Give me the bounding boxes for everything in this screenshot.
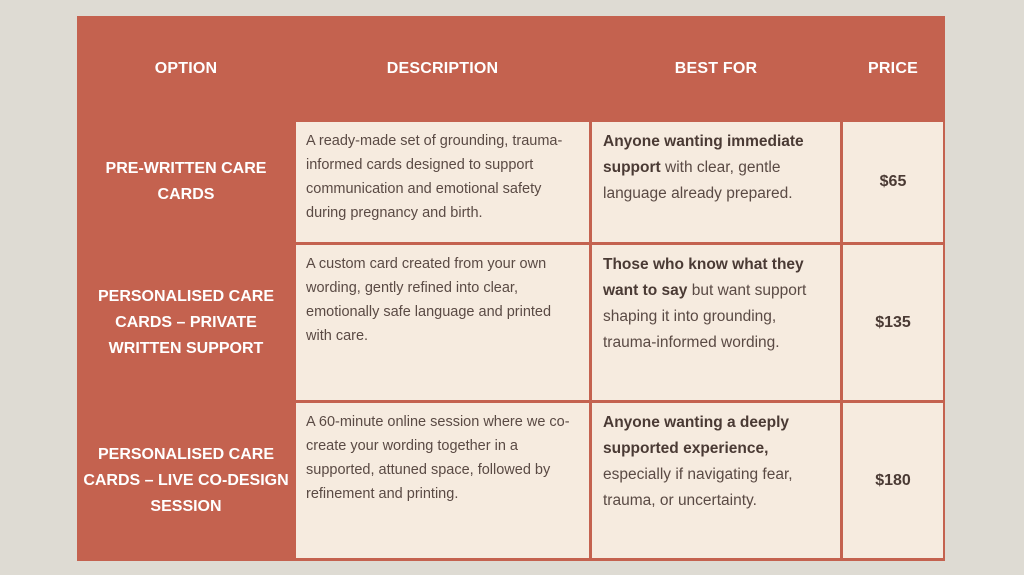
option-name: PRE-WRITTEN CARE CARDS — [105, 160, 267, 203]
table-header-row — [77, 16, 945, 121]
table-row — [77, 245, 945, 400]
option-price: $180 — [843, 403, 943, 558]
best-for-text: especially if navigating fear, trauma, or uncertainty. — [603, 466, 793, 509]
option-description: A ready-made set of grounding, trauma-informed cards designed to support communication and emotional safety during pregnancy and birth. — [296, 122, 589, 242]
option-name: PERSONALISED CARE CARDS – PRIVATE WRITTEN SUPPORT — [97, 287, 275, 357]
option-best-for — [592, 122, 840, 242]
option-description: A 60-minute online session where we co-create your wording together in a supported, attuned space, followed by refinement and printing. — [296, 403, 589, 558]
header-description: DESCRIPTION — [386, 59, 499, 77]
option-best-for — [592, 245, 840, 400]
best-for-highlight: Anyone wanting immediate support — [603, 133, 804, 176]
best-for-highlight: Those who know what they want to say — [603, 256, 804, 299]
option-name: PERSONALISED CARE CARDS – LIVE CO-DESIGN SESSION — [83, 445, 289, 515]
header-price: PRICE — [868, 59, 918, 77]
option-best-for — [592, 403, 840, 558]
header-best-for: BEST FOR — [674, 59, 758, 77]
header-option: OPTION — [154, 59, 218, 77]
option-description: A custom card created from your own wording, gently refined into clear, emotionally safe language and printed with care. — [296, 245, 589, 400]
option-price: $135 — [843, 245, 943, 400]
best-for-text: but want support shaping it into grounding, trauma-informed wording. — [603, 282, 807, 351]
table-row — [77, 122, 945, 242]
option-price: $65 — [843, 122, 943, 242]
best-for-text: with clear, gentle language already prepared. — [603, 159, 793, 202]
pricing-table — [77, 16, 945, 561]
best-for-highlight: Anyone wanting a deeply supported experience, — [603, 414, 790, 457]
table-row — [77, 403, 945, 558]
